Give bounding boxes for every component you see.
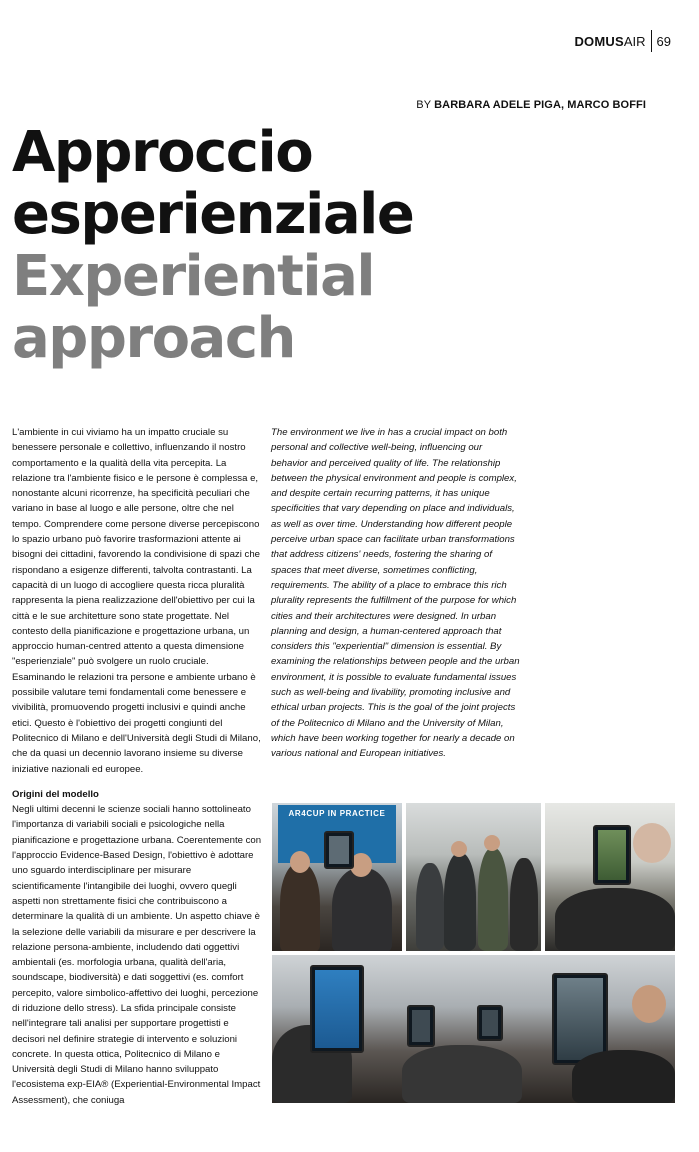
italian-text-column (12, 425, 262, 1108)
person-figure (444, 853, 476, 951)
person-head (632, 985, 666, 1023)
title-italian-line2: esperienziale (12, 182, 414, 247)
byline-prefix: BY (416, 99, 431, 111)
photo-sign-and-visitors (272, 803, 402, 951)
person-head (290, 851, 310, 873)
brand-suffix: AIR (623, 33, 646, 49)
photo-collage (272, 803, 675, 1103)
italian-paragraph-2: Negli ultimi decenni le scienze sociali hanno sottolineato l'importanza di variabili sociali e psicologiche nella pianificazione e progettazione urbana. Coerentemente con l'approccio Evidence-Based Design, l'obiettivo è adottare uno sguardo interdisciplinare per misurare scientificamente l'intangibile dei luoghi, ovvero quegli aspetti non strettamente fisici che contribuiscono a determinare la qualità di un ambiente. Un aspetto chiave è la selezione delle variabili da misurare e per descrivere la relazione persona-ambiente, includendo dati oggettivi ambientali (es. morfologia urbana, qualità dell'aria, soundscape, biodiversità) e dati soggettivi (es. comfort percepito, valore simbolico-affettivo dei luoghi, percezione di riduzione dello stress). La sfida principale consiste nell'integrare tali analisi per supportare progettisti e decisori nel definire strategie di intervento e soluzioni concrete. In questa ottica, Politecnico di Milano e Università degli Studi di Milano hanno sviluppato l'ecosistema exp-EIA® (Experiential-Environmental Impact Assessment), che coniuga (12, 804, 262, 1106)
title-italian-line1: Approccio (12, 120, 313, 185)
italian-subheading: Origini del modello (12, 788, 99, 800)
person-head (484, 835, 500, 851)
title-english-line1: Experiential (12, 244, 375, 309)
byline-authors: BARBARA ADELE PIGA, MARCO BOFFI (434, 99, 646, 111)
photo-tablets-wide (272, 955, 675, 1103)
english-paragraph-1: The environment we live in has a crucial impact on both personal and collective well-being, influencing our behavior and perceived quality of life. The relationship between the physical environment and people is complex, and despite certain recurring patterns, it has unique specificities that vary depending on place and individuals, as well as over time. Understanding how different people perceive urban space can facilitate urban transformations that address citizens' needs, fostering the sharing of spaces that meet diverse, sometimes conflicting, requirements. The ability of a place to embrace this rich plurality represents the fulfillment of the purpose for which cities and their architectures were designed. In urban planning and design, a human-centered approach that considers this "experiential" dimension is essential. By examining the relationships between people and the urban environment, it is possible to evaluate fundamental issues such as well-being and livability, promoting inclusive and ethical urban projects. This is the goal of the joint projects of the Politecnico di Milano and the University of Milan, which have been working together for nearly a decade on various national and European initiatives. (271, 427, 520, 760)
italian-paragraph-1: L'ambiente in cui viviamo ha un impatto cruciale su benessere personale e collettivo, influenzando il nostro comportamento e la qualità della vita percepita. La relazione tra l'ambiente fisico e le persone è complessa e, nonostante alcuni ricorrenze, ha specificità peculiari che variano in base al luogo e alle persone, oltre che nel tempo. Comprendere come persone diverse percepiscono lo spazio urbano può favorire trasformazioni attente ai bisogni dei cittadini, favorendo la condivisione di spazi che rispondano a esigenze differenti, talvolta contrastanti. La capacità di un luogo di accogliere questa ricca pluralità rappresenta la piena realizzazione dell'obiettivo per cui la città e le sue architetture sono state progettate. Nel contesto della pianificazione e progettazione urbana, un approccio human-centred attento a questa dimensione "esperienziale" può svolgere un ruolo cruciale. Esaminando le relazioni tra persone e ambiente urbano è possibile valutare temi fondamentali come benessere e vivibilità, promuovendo progetti inclusivi e quindi anche etici. Questo è l'obiettivo dei progetti congiunti del Politecnico di Milano e dell'Università degli Studi di Milano, che da quasi un decennio lavorano insieme su diverse iniziative nazionali ed europee. (12, 427, 261, 775)
tablet-device (310, 965, 364, 1053)
english-text-column (271, 425, 521, 762)
person-figure (572, 1050, 675, 1103)
brand-name: DOMUS (574, 33, 624, 49)
person-figure (510, 858, 538, 951)
byline (416, 99, 646, 111)
tablet-device (324, 831, 354, 869)
person-figure (402, 1045, 522, 1103)
person-head (451, 841, 467, 857)
person-figure (280, 863, 320, 951)
tablet-device (593, 825, 631, 885)
person-figure (416, 863, 444, 951)
person-figure (478, 848, 508, 951)
photo-tablet-closeup (545, 803, 675, 951)
header-divider (651, 30, 652, 52)
person-head (633, 823, 671, 863)
article-title (12, 122, 672, 370)
tablet-device (477, 1005, 503, 1041)
tablet-device (407, 1005, 435, 1047)
person-figure (555, 888, 675, 951)
project-sign-text: AR4CUP IN PRACTICE (288, 809, 386, 818)
photo-group-with-tablets (406, 803, 541, 951)
page-header (574, 30, 671, 52)
title-english-line2: approach (12, 306, 295, 371)
person-figure (332, 868, 392, 951)
page-number: 69 (656, 33, 671, 49)
